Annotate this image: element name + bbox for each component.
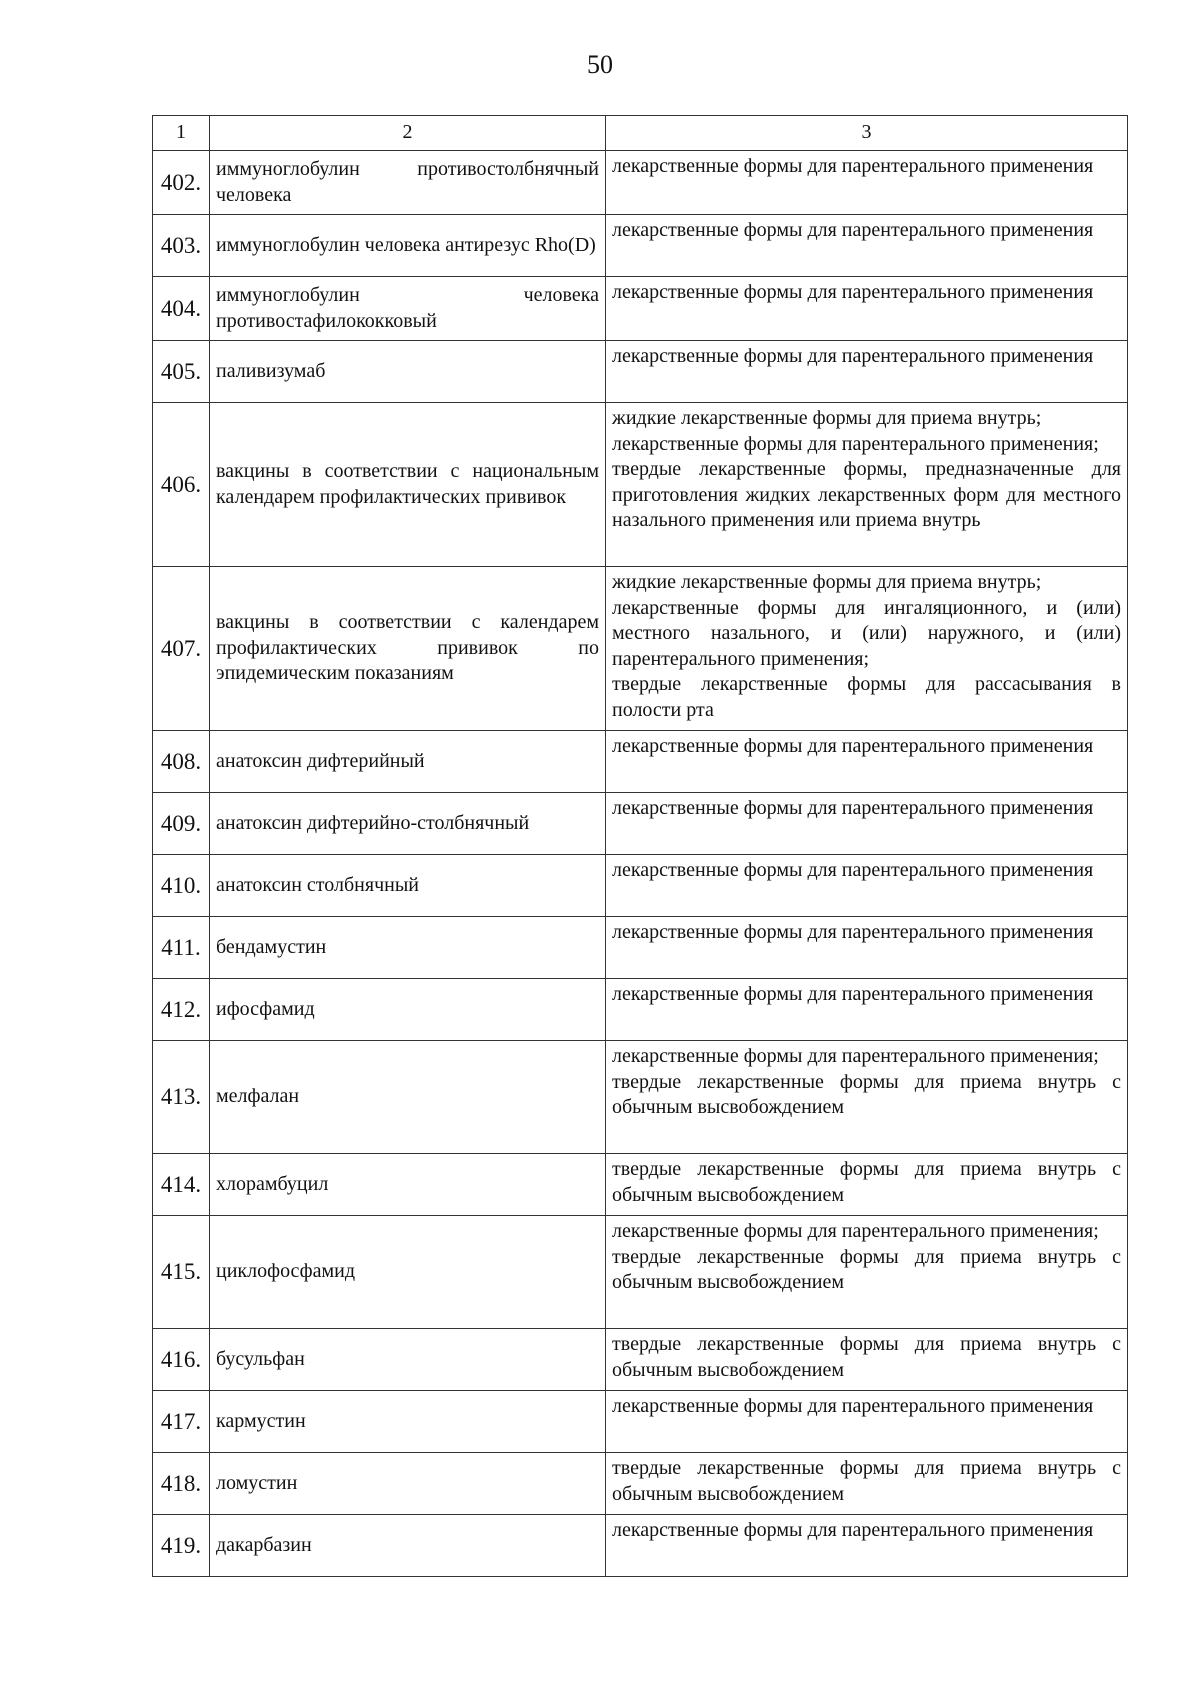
drug-name: циклофосфамид — [210, 1216, 606, 1329]
dosage-forms — [606, 277, 1128, 341]
dosage-form-line: лекарственные формы для парентерального применения; — [612, 432, 1099, 455]
dosage-form-line: лекарственные формы для парентерального применения — [612, 859, 1094, 881]
dosage-form-line: лекарственные формы для парентерального применения; — [612, 1045, 1099, 1067]
row-number: 413. — [153, 1041, 210, 1154]
table-row — [153, 1041, 1128, 1154]
row-number: 419. — [153, 1515, 210, 1577]
row-number: 411. — [153, 917, 210, 979]
dosage-forms — [606, 731, 1128, 793]
dosage-forms — [606, 341, 1128, 403]
table-row — [153, 1329, 1128, 1391]
table-row — [153, 277, 1128, 341]
row-number: 417. — [153, 1391, 210, 1453]
row-number: 414. — [153, 1154, 210, 1216]
dosage-forms — [606, 1216, 1128, 1329]
dosage-form-line: жидкие лекарственные формы для приема внутрь; — [612, 407, 1042, 429]
dosage-form-line: лекарственные формы для парентерального применения — [612, 219, 1094, 241]
dosage-form-line: твердые лекарственные формы для приема внутрь с обычным высвобождением — [612, 1070, 1121, 1118]
row-number: 418. — [153, 1453, 210, 1515]
table-row — [153, 979, 1128, 1041]
drug-name: дакарбазин — [210, 1515, 606, 1577]
dosage-forms — [606, 1154, 1128, 1216]
table-row — [153, 1515, 1128, 1577]
dosage-form-line: твердые лекарственные формы для рассасывания в полости рта — [612, 673, 1121, 721]
dosage-form-line: твердые лекарственные формы для приема внутрь с обычным высвобождением — [612, 1158, 1121, 1206]
drug-name: анатоксин дифтерийно-столбнячный — [210, 793, 606, 855]
drug-name: иммуноглобулин человека антирезус Rho(D) — [210, 215, 606, 277]
dosage-form-line: лекарственные формы для парентерального применения — [612, 281, 1094, 303]
dosage-form-line: лекарственные формы для ингаляционного, и (или) местного назального, и (или) наружного, и (или) парентерального применения; — [612, 596, 1121, 670]
column-header: 1 — [153, 116, 210, 151]
dosage-form-line: лекарственные формы для парентерального применения — [612, 921, 1094, 943]
drug-name: ифосфамид — [210, 979, 606, 1041]
page-number: 50 — [587, 50, 613, 79]
dosage-form-line: лекарственные формы для парентерального применения — [612, 735, 1094, 757]
column-header: 2 — [210, 116, 606, 151]
dosage-forms — [606, 855, 1128, 917]
dosage-form-line: лекарственные формы для парентерального применения; — [612, 1220, 1099, 1242]
drug-name: анатоксин дифтерийный — [210, 731, 606, 793]
table-row — [153, 1453, 1128, 1515]
drug-name: анатоксин столбнячный — [210, 855, 606, 917]
drug-name: иммуноглобулин противостолбнячный человека — [210, 151, 606, 215]
drug-name: ломустин — [210, 1453, 606, 1515]
table-row — [153, 341, 1128, 403]
row-number: 403. — [153, 215, 210, 277]
dosage-form-line: лекарственные формы для парентерального применения — [612, 797, 1094, 819]
dosage-forms — [606, 403, 1128, 567]
table-row — [153, 1391, 1128, 1453]
row-number: 415. — [153, 1216, 210, 1329]
row-number: 409. — [153, 793, 210, 855]
row-number: 416. — [153, 1329, 210, 1391]
drug-name: паливизумаб — [210, 341, 606, 403]
dosage-form-line: лекарственные формы для парентерального применения — [612, 155, 1094, 177]
drug-name: мелфалан — [210, 1041, 606, 1154]
dosage-form-line: твердые лекарственные формы, предназначенные для приготовления жидких лекарственных форм для местного назального применения или приема внутрь — [612, 458, 1121, 531]
drug-name: бусульфан — [210, 1329, 606, 1391]
dosage-forms — [606, 1391, 1128, 1453]
dosage-form-line: жидкие лекарственные формы для приема внутрь; — [612, 571, 1042, 593]
dosage-form-line: лекарственные формы для парентерального применения — [612, 345, 1094, 367]
dosage-forms — [606, 1041, 1128, 1154]
drug-name: хлорамбуцил — [210, 1154, 606, 1216]
dosage-forms — [606, 1453, 1128, 1515]
table-row — [153, 917, 1128, 979]
table-row — [153, 215, 1128, 277]
dosage-forms — [606, 1329, 1128, 1391]
row-number: 404. — [153, 277, 210, 341]
row-number: 412. — [153, 979, 210, 1041]
dosage-form-line: лекарственные формы для парентерального применения — [612, 1519, 1094, 1541]
drug-table — [152, 115, 1128, 1577]
table-row — [153, 151, 1128, 215]
table-header-row — [153, 116, 1128, 151]
table-row — [153, 855, 1128, 917]
table-row — [153, 567, 1128, 731]
row-number: 407. — [153, 567, 210, 731]
table-row — [153, 731, 1128, 793]
row-number: 405. — [153, 341, 210, 403]
table-row — [153, 403, 1128, 567]
drug-name: кармустин — [210, 1391, 606, 1453]
drug-name: бендамустин — [210, 917, 606, 979]
dosage-forms — [606, 215, 1128, 277]
dosage-form-line: твердые лекарственные формы для приема внутрь с обычным высвобождением — [612, 1333, 1121, 1381]
dosage-forms — [606, 979, 1128, 1041]
column-header: 3 — [606, 116, 1128, 151]
row-number: 406. — [153, 403, 210, 567]
row-number: 408. — [153, 731, 210, 793]
row-number: 410. — [153, 855, 210, 917]
dosage-form-line: твердые лекарственные формы для приема внутрь с обычным высвобождением — [612, 1245, 1121, 1293]
table-row — [153, 793, 1128, 855]
drug-name: вакцины в соответствии с календарем профилактических прививок по эпидемическим показаниям — [210, 567, 606, 731]
dosage-form-line: лекарственные формы для парентерального применения — [612, 983, 1094, 1005]
table-row — [153, 1216, 1128, 1329]
dosage-form-line: лекарственные формы для парентерального применения — [612, 1395, 1094, 1417]
dosage-forms — [606, 917, 1128, 979]
dosage-form-line: твердые лекарственные формы для приема внутрь с обычным высвобождением — [612, 1457, 1121, 1505]
drug-name: иммуноглобулин человека противостафилококковый — [210, 277, 606, 341]
dosage-forms — [606, 567, 1128, 731]
dosage-forms — [606, 793, 1128, 855]
row-number: 402. — [153, 151, 210, 215]
table-row — [153, 1154, 1128, 1216]
table-body — [153, 116, 1128, 1577]
dosage-forms — [606, 1515, 1128, 1577]
dosage-forms — [606, 151, 1128, 215]
drug-name: вакцины в соответствии с национальным календарем профилактических прививок — [210, 403, 606, 567]
